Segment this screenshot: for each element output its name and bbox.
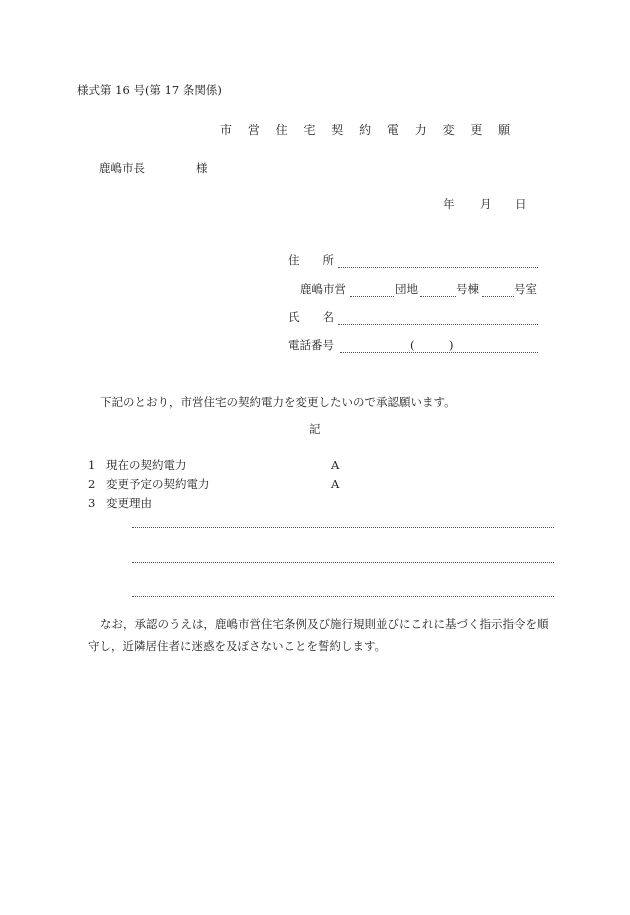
- housing-danchi: 団地: [395, 282, 418, 296]
- housing-building: 号棟: [456, 282, 479, 296]
- item-2-unit: A: [331, 477, 340, 491]
- address-label: 住 所: [288, 253, 334, 267]
- address-line: [338, 267, 538, 268]
- ki-label: 記: [309, 422, 321, 436]
- reason-line-3: [132, 596, 554, 597]
- housing-room: 号室: [514, 282, 537, 296]
- item-2-num: 2: [88, 477, 96, 491]
- pledge-text: なお，承認のうえは，鹿嶋市営住宅条例及び施行規則並びにこれに基づく指示指令を順守し，近隣居住者に迷惑を及ぼさないことを誓約します。: [88, 617, 549, 653]
- addressee-honorific: 様: [196, 161, 208, 175]
- form-title: 市 営 住 宅 契 約 電 力 変 更 願: [220, 123, 517, 137]
- item-1-label: 現在の契約電力: [106, 458, 187, 472]
- phone-label: 電話番号: [288, 338, 334, 352]
- item-2-label: 変更予定の契約電力: [106, 477, 210, 491]
- building-line: [420, 296, 456, 297]
- room-line: [482, 296, 514, 297]
- phone-paren: ( ): [410, 338, 454, 352]
- date-year: 年: [443, 197, 455, 211]
- phone-line: [340, 352, 538, 353]
- item-1-num: 1: [88, 458, 96, 472]
- date-month: 月: [480, 197, 492, 211]
- danchi-line: [350, 296, 394, 297]
- reason-line-1: [132, 527, 554, 528]
- name-line: [338, 324, 538, 325]
- form-number: 様式第 16 号(第 17 条関係): [77, 83, 222, 97]
- housing-prefix: 鹿嶋市営: [300, 282, 346, 296]
- request-text: 下記のとおり，市営住宅の契約電力を変更したいので承認願います。: [100, 395, 456, 409]
- item-3-label: 変更理由: [106, 496, 152, 510]
- item-3-num: 3: [88, 496, 96, 510]
- name-label: 氏 名: [288, 310, 334, 324]
- reason-line-2: [132, 562, 554, 563]
- item-1-unit: A: [331, 458, 340, 472]
- date-day: 日: [515, 197, 527, 211]
- addressee-mayor: 鹿嶋市長: [99, 161, 145, 175]
